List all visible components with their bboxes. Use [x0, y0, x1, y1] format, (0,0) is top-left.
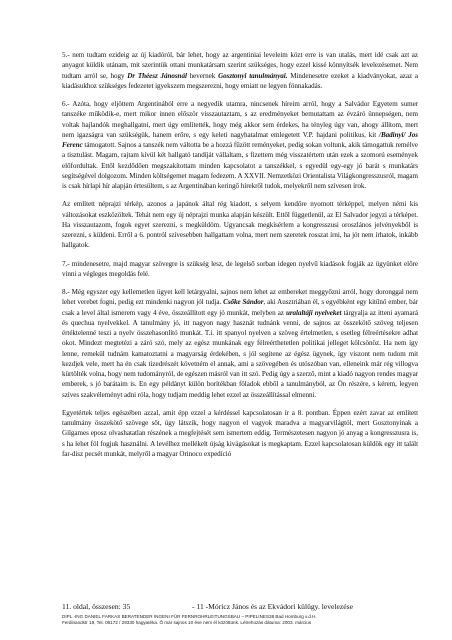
- paragraph-8: [62, 287, 418, 400]
- emphasized-text: /Badinyi/ Jos Ferenc: [62, 130, 419, 149]
- emphasized-text: Gosztonyi tanulmányai.: [218, 71, 288, 80]
- emphasized-text: Csőke Sándor: [223, 298, 264, 307]
- text-run: 8.- Még egyszer egy kellemetlen ügyet kell letárgyalni, sajnos nem lehet az embereket meggyőzni arról, hogy doronggal nem lehet verebet fogni, pedig ezt mindenki nagyon jól tudja.: [62, 288, 418, 307]
- text-run: hevernek: [186, 71, 219, 80]
- footer-imprint-line-2: Ferdinandstr 19, Tel. 06172 / 29330 hagyatéka. Ő már sajnos 10 éve nem él közöttünk. Létrehozás dátuma: 2003. március: [62, 620, 312, 625]
- footer-imprint: [62, 614, 418, 626]
- text-run: Mindenesetre ezeket a kiadványokat, azaz a kiadásukhoz szükséges fedezetet igyekszem megszerezni, hogy emiatt ne legyen fönnakadás.: [62, 71, 418, 90]
- text-run: tárgyalja az itteni ayamará és quechua nyelvekkel. A tanulmány jó, itt nagyon nagy hasznát tudnánk venni, de sajnos az összekötő szöveg teljesen értéktelenné teszi a nyelv összehasonlító munkát. T.i. itt spanyol nyelven a szöveg értelmetlen, s esetleg félreértésekre adhat okot. Mindezt megtetézi a záró szó, mely az egész munkának egy félreérthetetlen politikai jelleget kölcsönöz. Ha nem így lenne, remekül tudnám kamatoztatni a magyarság érdekében, s jól segítene az égész ügynek, így viszont nem tudom mit kezdjek vele, mert ha én csak tizedrészét követném el annak, ami a szövegében és utószóban van, elleneink már rég villogva kürtölték volna, hogy nem tudományról, de egészen másról van itt szó. Pedig úgy a szerző, mint a kiadó nagyon rendes magyar emberek, s jó barátaim is. En egy példányt külön borítékban föladok ebből a tanulmányból, az Ön részére, s kérem, legyen szíves szakvéleményt adni róla, hogy tudjam meddig lehet ezzel az összeállítással elmenni.: [62, 308, 419, 399]
- paragraph-reply: [62, 408, 418, 459]
- footer-imprint-line-1: DIPL.-ING DANIEL FARKAS BERATENDER INGENI FÜR FERNROHRLEITUNGSBAU – PIPELINES38 Bad Homburg v.d.H.: [62, 614, 317, 619]
- paragraph-6: [62, 99, 418, 191]
- text-run: Az említett néprajzi térkép, azonos a japánok által rég kiadott, s selyem kendőre nyomott térképpel, melyen némi kis változásokat eszközöltek. Tehát nem egy új néprajzi munka alapján készült. Ettől függetlenül, az El Salvador jegyzi a térképet. Ha visszautazom, fogok egyet szerezni, s megküldöm. Ugyancsak megkísérlem a kongresszusi oroszlános jelvényekből is szerezni, s küldeni. Erről a 6. pontról szívesebben hallgattam volna, mert nem szeretek rosszat írni, ha jót nem írhatok, inkább hallgatok.: [62, 200, 418, 250]
- text-run: 6.- Azóta, hogy eljöttem Argentinából erre a negyedik utamra, nincsenek híreim arról, hogy a Salvádor Egyetem sumer tanszéke működik-e, mert mikor innen először visszautaztam, s az eredményeket bemutattam az évzáró ünnepségen, nem voltak hajlandók meghallgatni, mert úgy említették, hogy még akkor sem érdekes, ha tényleg úgy van, ahogy állítom, mert nem igazságra van szükségük, hanem erőre, s egy keleti nagyhatalmat emlegetett V.P. hajdani politikus, kit: [62, 100, 418, 139]
- paragraph-7: [62, 259, 418, 280]
- text-run: Egyetértek teljes egészében azzal, amit épp ezzel a kérdéssel kapcsolatosan ír a 8. pontban. Éppen ezért zavar az említett tanulmány összekötő szövege sőt, úgy látszik, hogy nagyon el vagyok maradva a magyarvilágtól, mert Gosztonyinak a Gilgames eposz olvashatatlan részének a megfejtését sem ismertem eddig. Természetesen nagyon jó anyag a kongresszusra is, s ha lehet föl fogjuk használni. A levélhez mellékelt újság kivágásokat is megkaptam. Ezzel kapcsolatosan küldök egy itt talált far-disz pecsét munkát, melyről a magyar Orinoco expedíció: [62, 408, 418, 458]
- page-number-label: 11. oldal, összesen: 35: [62, 602, 131, 611]
- paragraph-6-continued: [62, 199, 418, 250]
- document-title-footer: - 11 -Móricz János és az Ekvádori külügy. levelezése: [192, 602, 353, 611]
- text-run: 7.- mindenesetre, majd magyar szövegre is szükség lesz, de legelső sorban idegen nyelvű kiadások fogják az ügyünket előre vinni a végleges megoldás felé.: [62, 259, 418, 278]
- paragraph-5: [62, 50, 418, 91]
- text-run: , aki Ausztriában él, s egyébként egy kitűnő ember, bár csak a level által ismerem vagy 4 éve, összeállított egy jó munkát, melyben az: [62, 298, 419, 317]
- emphasized-text: uralaltáji nyelveket: [285, 308, 342, 317]
- text-run: 5.- nem tudtam ezideig az új kiadóról, bár lehet, hogy az argentiniai leveleim közt erre is van utalás, mert idé csak azt az anyagot küldik utánam, mit szerintük ottani munkatársam szerint szükséges, hogy ezzel kissé könnyítsék levelezésemet. Nem tudtam arról se, hogy: [62, 51, 418, 80]
- document-body: [62, 50, 418, 467]
- emphasized-text: Dr Théesz Jánosnál: [127, 71, 187, 80]
- text-run: támogatott. Sajnos a tanszék nem váltotta be a hozzá fűzött reményeket, pedig sokan voltunk, akik támogattuk remélve a tisztulást. Magam, rajtam kívül két hallgató tandíját vállaltam, s fizettem még visszatértem után ezek a szomorú események előfordultak. Ettől kezdődően megszakítottam minden kapcsolatot a tanszékkel, s egyedül egy-egy jó barát s munkatárs segítségével dolgozom. Minden költségemet magam fedezem. A XXVII. Nemzetközi Orientalista Világkongresszusról, magam is csak hírlapi hír alapján értesültem, s az Argentinában keringő hírekről tudok, melyekről nem szívesen írok.: [62, 141, 418, 190]
